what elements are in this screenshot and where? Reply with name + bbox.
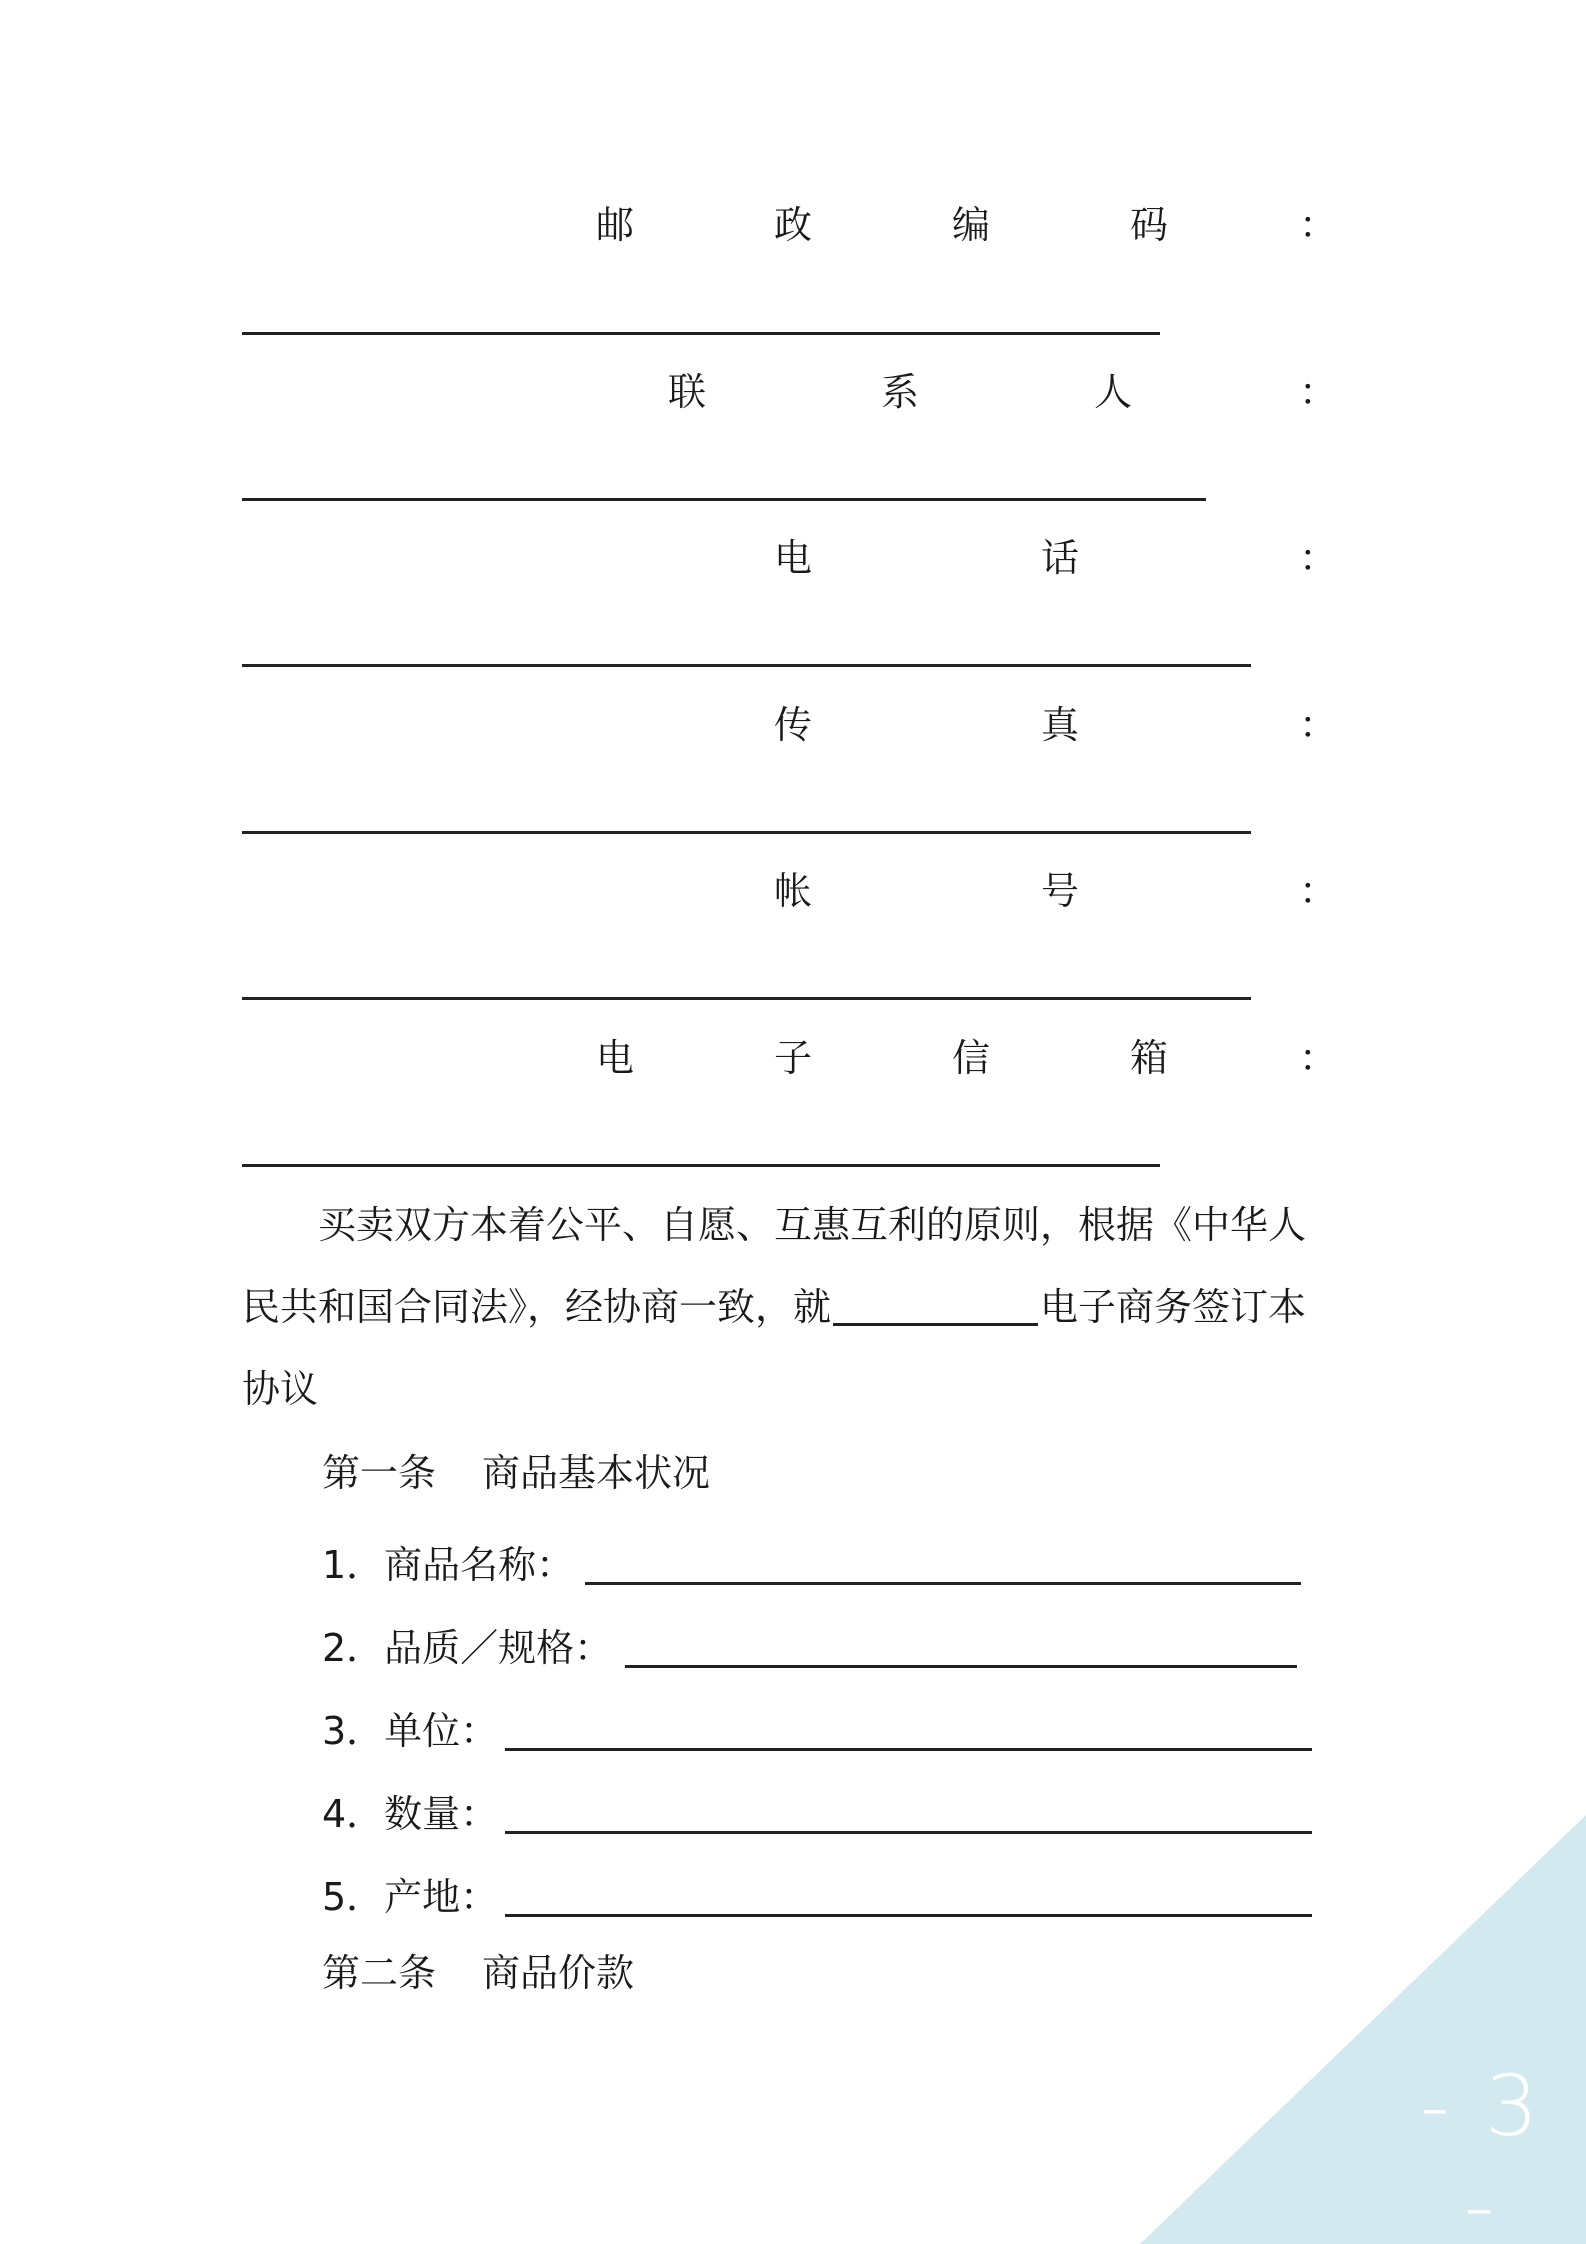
label-char: 传 [773,703,813,747]
quantity-blank[interactable] [505,1831,1312,1834]
label-colon: ： [1298,203,1338,247]
page-number: - 3 - [1419,2057,1543,2244]
product-name-blank[interactable] [585,1582,1301,1585]
label-char: 人 [1093,370,1133,414]
account-blank[interactable] [242,997,1251,1000]
item-quality-spec [322,1623,612,1673]
intro-text: 民共和国合同法》，经协商一致，就 [242,1285,832,1329]
origin-blank[interactable] [505,1914,1312,1917]
label-char: 话 [1040,536,1080,580]
article-title: 商品基本状况 [482,1451,711,1495]
unit-blank[interactable] [505,1748,1312,1751]
item-product-name [322,1540,574,1590]
fax-label [580,700,1338,750]
label-char: 联 [667,370,707,414]
label-char: 码 [1129,203,1169,247]
label-colon: ： [1298,1036,1338,1080]
label-colon: ： [1298,869,1338,913]
item-label: 5．产地： [322,1875,499,1919]
fax-blank[interactable] [242,831,1251,834]
phone-blank[interactable] [242,664,1251,667]
label-colon: ： [1298,703,1338,747]
item-label: 2．品质／规格： [322,1626,613,1670]
item-quantity [322,1789,498,1839]
phone-label [580,533,1338,583]
label-char: 电 [773,536,813,580]
ecommerce-name-blank[interactable] [833,1323,1038,1326]
intro-line-1: 买卖双方本着公平、自愿、互惠互利的原则，根据《中华人 [242,1203,1307,1247]
article-number: 第二条 [322,1951,437,1995]
item-unit [322,1706,498,1756]
label-char: 系 [880,370,920,414]
label-colon: ： [1298,370,1338,414]
label-char: 帐 [773,869,813,913]
label-char: 政 [773,203,813,247]
quality-spec-blank[interactable] [625,1665,1297,1668]
intro-line-2 [242,1282,1306,1332]
account-label [580,866,1338,916]
intro-text: 电子商务签订本 [1040,1285,1307,1329]
article-1-heading [322,1448,710,1498]
article-number: 第一条 [322,1451,437,1495]
label-char: 箱 [1129,1036,1169,1080]
item-label: 4．数量： [322,1792,499,1836]
article-2-heading [322,1948,634,1998]
label-char: 电 [595,1036,635,1080]
item-origin [322,1872,498,1922]
intro-line-3: 协议 [242,1367,319,1411]
label-char: 真 [1040,703,1080,747]
article-title: 商品价款 [482,1951,635,1995]
postal-code-label [580,200,1338,250]
label-char: 邮 [595,203,635,247]
item-label: 1．商品名称： [322,1543,575,1587]
contact-person-label [580,367,1338,417]
label-char: 子 [773,1036,813,1080]
email-label [580,1033,1338,1083]
label-char: 信 [951,1036,991,1080]
item-label: 3．单位： [322,1709,499,1753]
contact-person-blank[interactable] [242,498,1206,501]
label-char: 编 [951,203,991,247]
label-colon: ： [1298,536,1338,580]
label-char: 号 [1040,869,1080,913]
postal-code-blank[interactable] [242,332,1160,335]
email-blank[interactable] [242,1164,1160,1167]
